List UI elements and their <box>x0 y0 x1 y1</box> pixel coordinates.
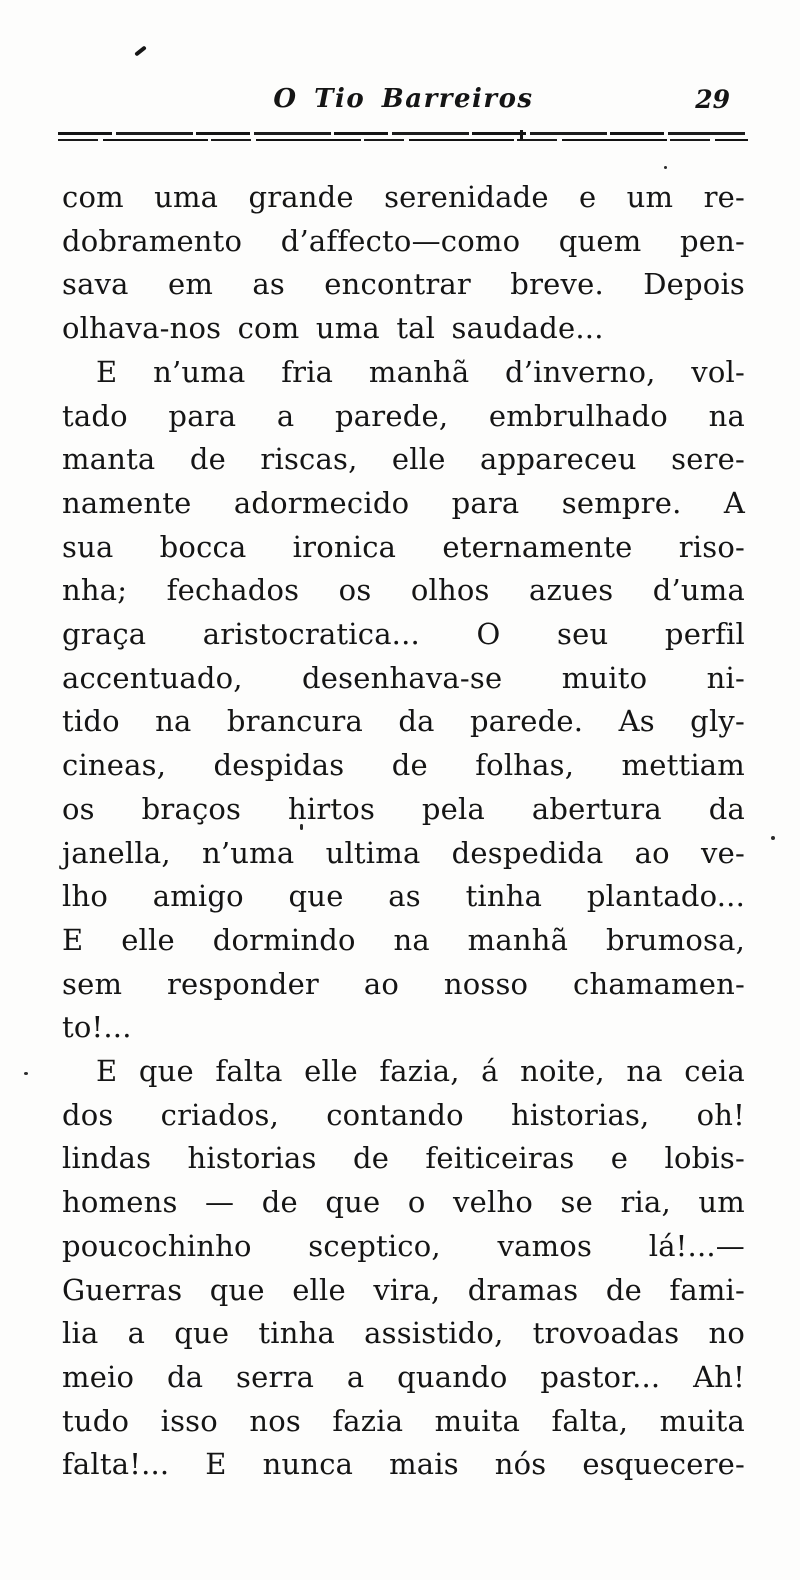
stray-pen-mark <box>134 45 147 56</box>
text-line: cineas, despidas de folhas, mettiam <box>62 748 745 783</box>
header-double-rule <box>58 132 748 145</box>
scan-speck <box>664 166 667 169</box>
text-line: E elle dormindo na manhã brumosa, <box>62 922 745 957</box>
text-line: dobramento d’affecto—como quem pen- <box>62 223 745 258</box>
text-line: tido na brancura da parede. As gly- <box>62 704 745 739</box>
scan-speck <box>771 836 775 840</box>
text-line: lho amigo que as tinha plantado... <box>62 879 745 914</box>
text-line: janella, n’uma ultima despedida ao ve- <box>62 835 745 870</box>
text-line: Guerras que elle vira, dramas de fami- <box>62 1272 745 1307</box>
text-line: E que falta elle fazia, á noite, na ceia <box>96 1054 745 1089</box>
text-line: dos criados, contando historias, oh! <box>62 1097 745 1132</box>
scan-speck <box>24 1072 28 1075</box>
text-line: accentuado, desenhava-se muito ni- <box>62 660 745 695</box>
text-line: nha; fechados os olhos azues d’uma <box>62 573 745 608</box>
text-line: olhava-nos com uma tal saudade... <box>62 311 604 346</box>
text-line: homens — de que o velho se ria, um <box>62 1185 745 1220</box>
rule-line-top <box>58 132 748 135</box>
rule-ink-blot <box>520 130 523 140</box>
text-line: E n’uma fria manhã d’inverno, vol- <box>96 354 745 389</box>
text-line: tado para a parede, embrulhado na <box>62 398 745 433</box>
text-line: sem responder ao nosso chamamen- <box>62 966 745 1001</box>
text-line: poucochinho sceptico, vamos lá!...— <box>62 1228 745 1263</box>
text-line: sua bocca ironica eternamente riso- <box>62 529 745 564</box>
text-line: manta de riscas, elle appareceu sere- <box>62 442 745 477</box>
page-number: 29 <box>695 85 730 114</box>
text-line: falta!... E nunca mais nós esquecere- <box>62 1447 745 1482</box>
text-line: com uma grande serenidade e um re- <box>62 180 745 214</box>
text-line: to!... <box>62 1010 132 1045</box>
text-line: namente adormecido para sempre. A <box>62 485 745 520</box>
page-body-text <box>62 176 745 1487</box>
text-line: sava em as encontrar breve. Depois <box>62 267 745 302</box>
rule-line-bottom <box>58 139 748 141</box>
text-line: tudo isso nos fazia muita falta, muita <box>62 1403 745 1438</box>
text-line: graça aristocratica... O seu perfil <box>62 617 745 652</box>
running-head-title: O Tio Barreiros <box>273 84 534 114</box>
text-line: meio da serra a quando pastor... Ah! <box>62 1359 745 1394</box>
text-line: os braços hirtos pela abertura da <box>62 791 745 826</box>
text-line: lindas historias de feiticeiras e lobis- <box>62 1141 745 1176</box>
text-line: lia a que tinha assistido, trovoadas no <box>62 1316 745 1351</box>
